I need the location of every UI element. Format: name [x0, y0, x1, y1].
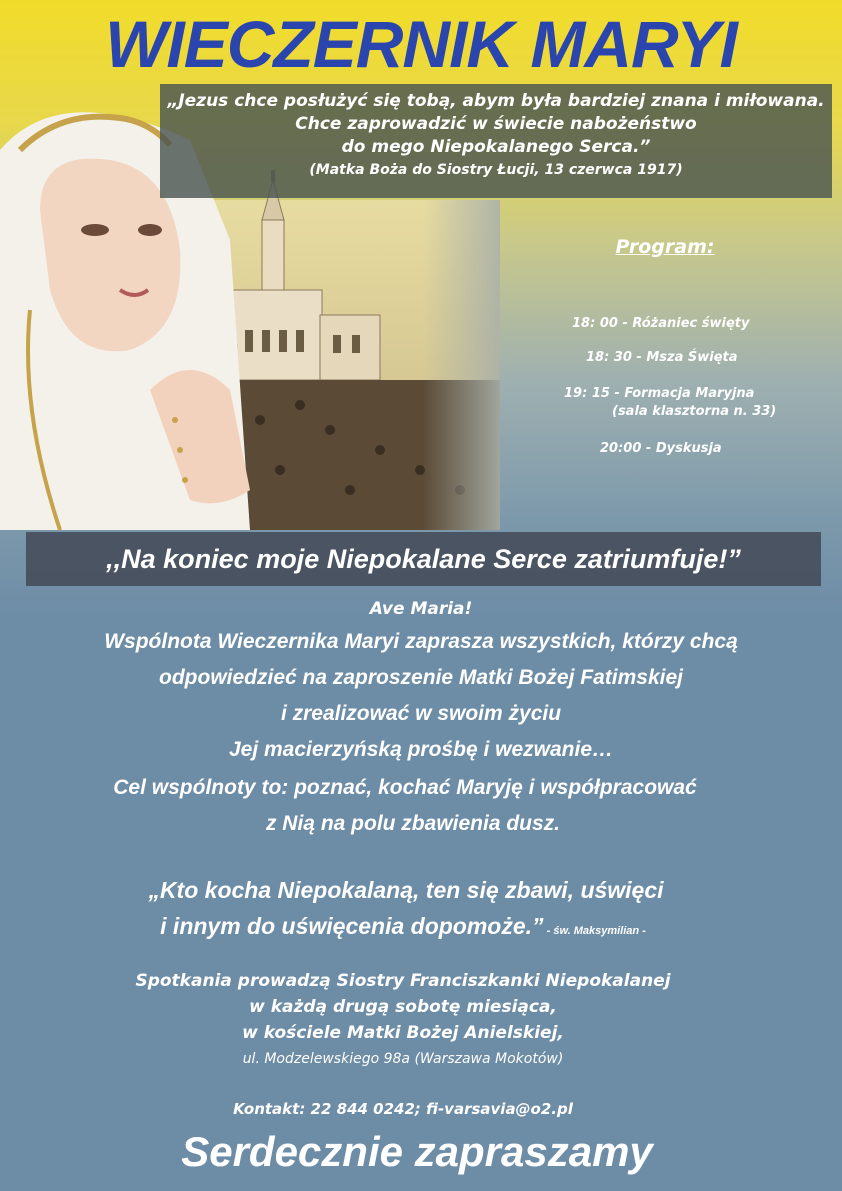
- fatima-quote: [160, 84, 832, 198]
- closing-invitation: Serdecznie zapraszamy: [181, 1128, 653, 1175]
- kolbe-signature: - św. Maksymilian -: [543, 925, 646, 937]
- meetings-line: w każdą drugą sobotę miesiąca,: [249, 997, 557, 1017]
- quote-line: Chce zaprowadzić w świecie nabożeństwo: [295, 114, 697, 134]
- ave-maria: Ave Maria!: [369, 599, 473, 619]
- program-item: 18: 30 - Msza Święta: [586, 350, 738, 365]
- goal-line: z Nią na polu zbawienia dusz.: [265, 812, 561, 835]
- program-item: 19: 15 - Formacja Maryjna: [564, 386, 755, 401]
- program-item: 20:00 - Dyskusja: [600, 441, 722, 456]
- meetings-info: [0, 968, 824, 1072]
- program-item-note: (sala klasztorna n. 33): [612, 404, 777, 419]
- address: ul. Modzelewskiego 98a (Warszawa Mokotów): [242, 1051, 564, 1067]
- kolbe-line: „Kto kocha Niepokalaną, ten się zbawi, uświęci: [148, 877, 664, 903]
- invitation-line: odpowiedzieć na zaproszenie Matki Bożej Fatimskiej: [159, 666, 683, 689]
- triumph-banner: ,,Na koniec moje Niepokalane Serce zatriumfuje!”: [26, 532, 821, 586]
- quote-line: „Jezus chce posłużyć się tobą, abym była bardziej znana i miłowana.: [167, 91, 825, 111]
- quote-line: do mego Niepokalanego Serca.”: [341, 137, 651, 157]
- kolbe-line: i innym do uświęcenia dopomoże.”: [160, 913, 544, 939]
- kolbe-quote: [0, 872, 842, 949]
- invitation-line: Wspólnota Wieczernika Maryi zaprasza wszystkich, którzy chcą: [104, 630, 738, 653]
- program-heading: Program:: [615, 236, 715, 258]
- invitation-line: Jej macierzyńską prośbę i wezwanie…: [228, 738, 613, 761]
- contact-info: Kontakt: 22 844 0242; fi-varsavia@o2.pl: [233, 1100, 573, 1118]
- invitation-line: i zrealizować w swoim życiu: [280, 702, 562, 725]
- quote-source: (Matka Boża do Siostry Łucji, 13 czerwca 1917): [309, 162, 683, 178]
- invitation-text: [0, 624, 842, 768]
- page-title: WIECZERNIK MARYI: [105, 7, 737, 81]
- goal-line: Cel wspólnoty to: poznać, kochać Maryję i współpracować: [113, 776, 697, 799]
- community-goal: [0, 770, 826, 842]
- meetings-line: w kościele Matki Bożej Anielskiej,: [242, 1023, 564, 1043]
- program-item: 18: 00 - Różaniec święty: [572, 316, 750, 331]
- meetings-line: Spotkania prowadzą Siostry Franciszkanki Niepokalanej: [135, 971, 671, 991]
